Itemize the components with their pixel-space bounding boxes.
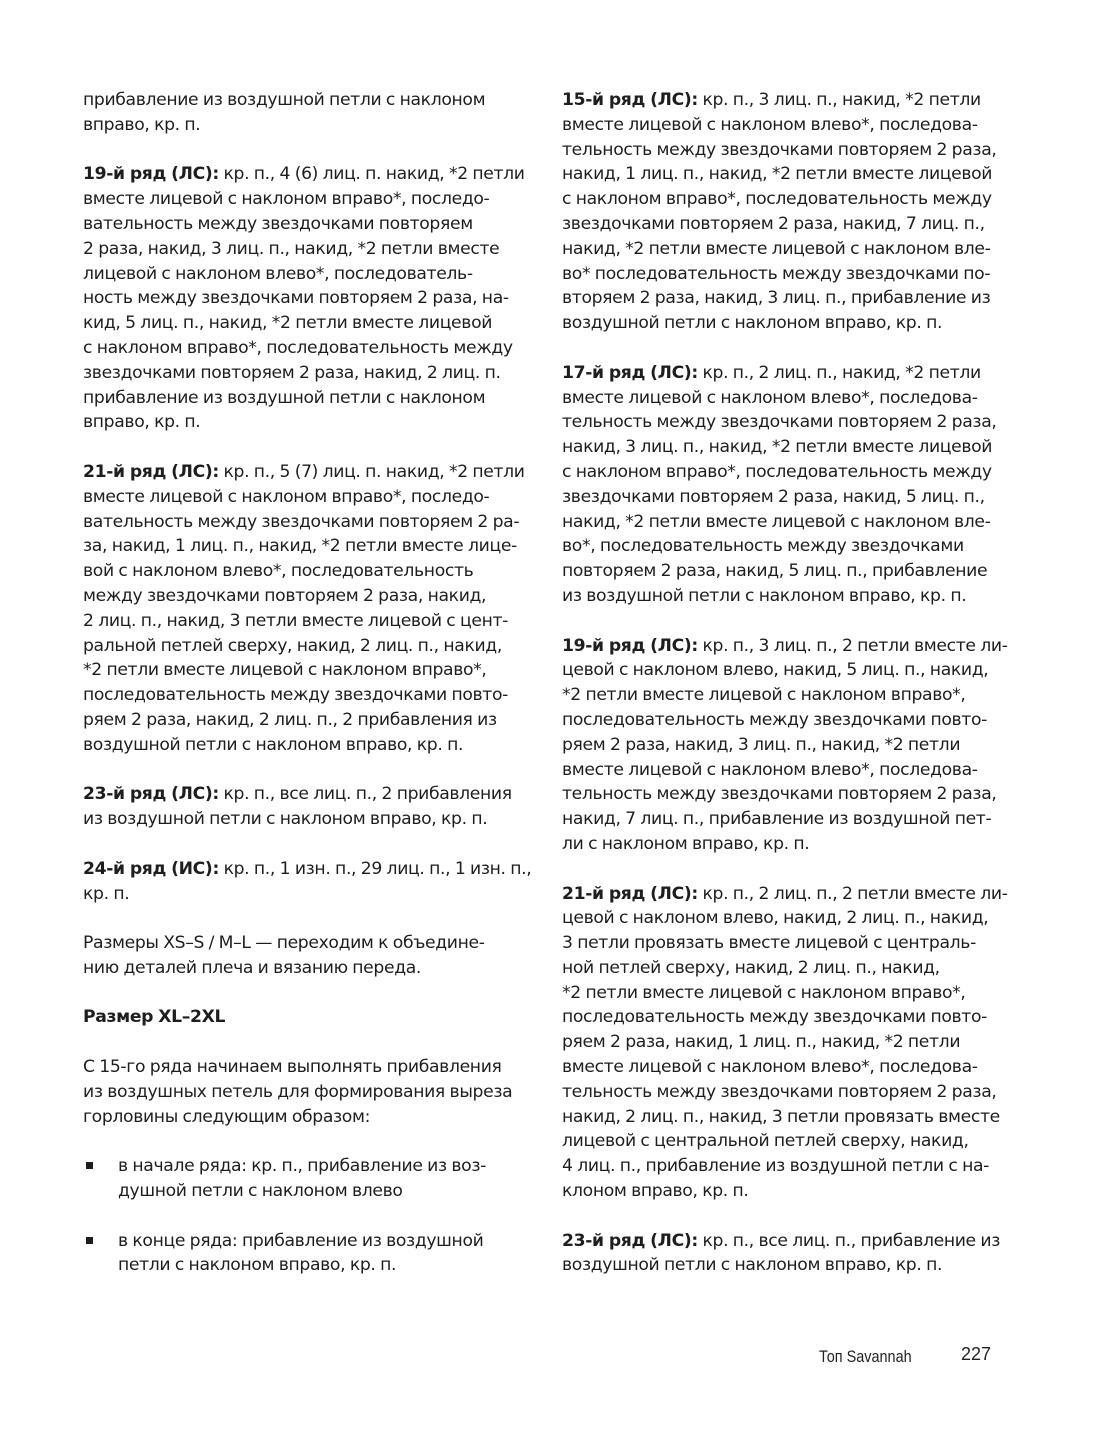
text-line: 23-й ряд (ЛС): кр. п., все лиц. п., 2 прибавления (83, 784, 512, 805)
row-label: 23-й ряд (ЛС): (562, 1230, 698, 1251)
text-line: ность между звездочками повторяем 2 раза, на- (83, 288, 509, 309)
text-line: 17-й ряд (ЛС): кр. п., 2 лиц. п., накид, *2 петли (562, 362, 981, 383)
text-line: накид, 7 лиц. п., прибавление из воздушной пет- (562, 809, 992, 830)
text-line: в начале ряда: кр. п., прибавление из воз- (118, 1156, 486, 1177)
text-line: горловины следующим образом: (83, 1106, 371, 1127)
text-line: клоном вправо, кр. п. (562, 1181, 749, 1202)
text-line: тельность между звездочками повторяем 2 раза, (562, 412, 997, 433)
text-line: *2 петли вместе лицевой с наклоном вправо*, (562, 685, 966, 706)
row-label: 23-й ряд (ЛС): (83, 784, 219, 805)
text-line: ли с наклоном вправо, кр. п. (562, 833, 810, 854)
text-line: лицевой с центральной петлей сверху, накид, (562, 1131, 969, 1152)
text-line: тельность между звездочками повторяем 2 раза, (562, 1081, 997, 1102)
text-line: с наклоном вправо*, последовательность между (562, 189, 992, 210)
row-label: 19-й ряд (ЛС): (83, 164, 219, 185)
text-line: вместе лицевой с наклоном вправо*, последо- (83, 486, 490, 507)
text-line: 3 петли провязать вместе лицевой с централь- (562, 933, 976, 954)
text-line: накид, 1 лиц. п., накид, *2 петли вместе лицевой (562, 164, 993, 185)
row-label: 15-й ряд (ЛС): (562, 90, 698, 110)
text-line: цевой с наклоном влево, накид, 2 лиц. п., накид, (562, 908, 989, 929)
row-label: 19-й ряд (ЛС): (562, 635, 698, 656)
neckline-paragraph (83, 1055, 543, 1129)
text-line: из воздушной петли с наклоном вправо, кр. п. (562, 585, 967, 606)
text-line: вправо, кр. п. (83, 114, 201, 135)
row-17-instruction (562, 361, 1010, 609)
text-line: тельность между звездочками повторяем 2 раза, (562, 784, 997, 805)
text-line: накид, 2 лиц. п., накид, 3 петли провязать вместе (562, 1106, 1000, 1127)
row-23-instruction (83, 782, 543, 832)
text-line: звездочками повторяем 2 раза, накид, 2 лиц. п. (83, 362, 501, 383)
text-line: Размеры XS–S / M–L — переходим к объедине- (83, 933, 485, 954)
size-heading: Размер XL–2XL (83, 1007, 226, 1028)
row-15-instruction (562, 88, 1010, 336)
text-line: накид, *2 петли вместе лицевой с наклоном вле- (562, 511, 991, 532)
row-label: 21-й ряд (ЛС): (83, 461, 219, 482)
row-label: 21-й ряд (ЛС): (562, 883, 698, 904)
square-bullet-icon (86, 1162, 93, 1169)
text-line: вместе лицевой с наклоном влево*, последова- (562, 759, 978, 780)
text-line: кр. п. (83, 883, 130, 904)
text-line: ряем 2 раза, накид, 3 лиц. п., накид, *2 петли (562, 734, 961, 755)
text-line: воздушной петли с наклоном вправо, кр. п. (562, 1255, 943, 1276)
bullet-item-row-start (83, 1154, 543, 1204)
text-line: вместе лицевой с наклоном влево*, последова- (562, 387, 978, 408)
text-line: *2 петли вместе лицевой с наклоном вправо*, (83, 660, 487, 681)
bullet-item-row-end (83, 1229, 543, 1279)
text-line: 4 лиц. п., прибавление из воздушной петли с на- (562, 1156, 989, 1177)
text-line: 2 раза, накид, 3 лиц. п., накид, *2 петли вместе (83, 238, 500, 259)
text-line: 2 лиц. п., накид, 3 петли вместе лицевой с цент- (83, 610, 508, 631)
text-line: ной петлей сверху, накид, 2 лиц. п., накид, (562, 957, 940, 978)
text-line: ряем 2 раза, накид, 1 лиц. п., накид, *2 петли (562, 1032, 961, 1053)
text-line: прибавление из воздушной петли с наклоном (83, 90, 486, 110)
intro-paragraph (83, 88, 543, 138)
text-line: вместе лицевой с наклоном влево*, последова- (562, 114, 978, 135)
text-line: тельность между звездочками повторяем 2 раза, (562, 139, 997, 160)
page-footer (819, 1344, 992, 1367)
text-line: с наклоном вправо*, последовательность между (83, 337, 513, 358)
text-line: повторяем 2 раза, накид, 5 лиц. п., прибавление (562, 561, 988, 582)
text-line: с наклоном вправо*, последовательность между (562, 461, 992, 482)
footer-title: Топ Savannah (819, 1347, 912, 1366)
text-line: 21-й ряд (ЛС): кр. п., 2 лиц. п., 2 петли вместе ли- (562, 883, 1008, 904)
text-line: петли с наклоном вправо, кр. п. (118, 1255, 397, 1276)
text-line: С 15-го ряда начинаем выполнять прибавления (83, 1057, 502, 1078)
text-line: нию деталей плеча и вязанию переда. (83, 957, 422, 978)
text-line: ральной петлей сверху, накид, 2 лиц. п., накид, (83, 635, 502, 656)
text-line: в конце ряда: прибавление из воздушной (118, 1230, 484, 1251)
text-line: последовательность между звездочками повто- (562, 709, 987, 730)
text-line: вместе лицевой с наклоном влево*, последова- (562, 1057, 978, 1078)
left-column (83, 88, 543, 1303)
row-label: 24-й ряд (ИС): (83, 858, 219, 879)
row-21-instruction (83, 460, 543, 758)
text-line: вместе лицевой с наклоном вправо*, последо- (83, 189, 490, 210)
text-line: звездочками повторяем 2 раза, накид, 7 лиц. п., (562, 213, 985, 234)
text-line: 15-й ряд (ЛС): кр. п., 3 лиц. п., накид, *2 петли (562, 90, 981, 110)
text-line: цевой с наклоном влево, накид, 5 лиц. п., накид, (562, 660, 989, 681)
text-line: 19-й ряд (ЛС): кр. п., 4 (6) лиц. п. накид, *2 петли (83, 164, 525, 185)
row-21-instruction (562, 882, 1010, 1204)
text-line: между звездочками повторяем 2 раза, накид, (83, 585, 487, 606)
text-line: звездочками повторяем 2 раза, накид, 5 лиц. п., (562, 486, 985, 507)
text-line: 21-й ряд (ЛС): кр. п., 5 (7) лиц. п. накид, *2 петли (83, 461, 525, 482)
row-19-instruction (83, 162, 543, 435)
text-line: 24-й ряд (ИС): кр. п., 1 изн. п., 29 лиц. п., 1 изн. п., (83, 858, 532, 879)
text-line: вательность между звездочками повторяем (83, 213, 473, 234)
right-column (562, 88, 1010, 1303)
text-line: вправо, кр. п. (83, 412, 201, 433)
text-line: *2 петли вместе лицевой с наклоном вправо*, (562, 982, 966, 1003)
text-line: кид, 5 лиц. п., накид, *2 петли вместе лицевой (83, 313, 493, 334)
page-number: 227 (961, 1344, 992, 1364)
bullet-list (83, 1154, 543, 1278)
text-line: вательность между звездочками повторяем 2 ра- (83, 511, 520, 532)
row-label: 17-й ряд (ЛС): (562, 362, 698, 383)
text-line: последовательность между звездочками повто- (83, 685, 508, 706)
text-line: за, накид, 1 лиц. п., накид, *2 петли вместе лице- (83, 536, 517, 557)
text-line: 23-й ряд (ЛС): кр. п., все лиц. п., прибавление из (562, 1230, 1000, 1251)
text-line: лицевой с наклоном влево*, последователь- (83, 263, 473, 284)
text-line: вой с наклоном влево*, последовательность (83, 561, 474, 582)
text-line: последовательность между звездочками повто- (562, 1007, 987, 1028)
text-line: воздушной петли с наклоном вправо, кр. п. (562, 313, 943, 334)
text-line: из воздушной петли с наклоном вправо, кр. п. (83, 809, 488, 830)
row-24-instruction (83, 857, 543, 907)
text-line: накид, 3 лиц. п., накид, *2 петли вместе лицевой (562, 437, 993, 458)
text-line: прибавление из воздушной петли с наклоном (83, 387, 486, 408)
text-line: душной петли с наклоном влево (118, 1181, 403, 1202)
row-19-instruction (562, 634, 1010, 857)
square-bullet-icon (86, 1237, 93, 1244)
row-23-instruction (562, 1229, 1010, 1279)
text-line: 19-й ряд (ЛС): кр. п., 3 лиц. п., 2 петли вместе ли- (562, 635, 1008, 656)
text-line: вторяем 2 раза, накид, 3 лиц. п., прибавление из (562, 288, 991, 309)
sizes-note (83, 931, 543, 981)
text-line: ряем 2 раза, накид, 2 лиц. п., 2 прибавления из (83, 709, 497, 730)
text-line: во*, последовательность между звездочками (562, 536, 964, 557)
text-line: из воздушных петель для формирования выреза (83, 1081, 513, 1102)
text-line: воздушной петли с наклоном вправо, кр. п. (83, 734, 464, 755)
text-line: во* последовательность между звездочками по- (562, 263, 991, 284)
text-line: накид, *2 петли вместе лицевой с наклоном вле- (562, 238, 991, 259)
